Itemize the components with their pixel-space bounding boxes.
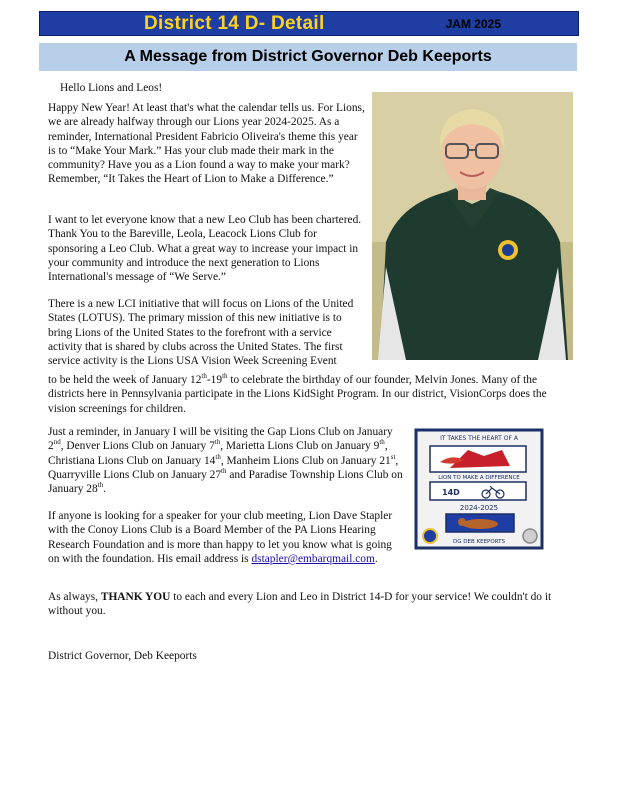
emblem-district: 14D: [442, 488, 460, 497]
paragraph-leo-club: I want to let everyone know that a new Leo Club has been chartered. Thank You to the Bareville, Leola, Leacock Lions Club for sponsoring a Leo Club. What a great way to increase your impact in your community and introduce the next generation to Lions International's message of “We Serve.”: [48, 214, 362, 284]
paragraph-club-visits: Just a reminder, in January I will be visiting the Gap Lions Club on January 2nd, Denver Lions Club on January 7th, Marietta Lions Club on January 9th, Christiana Lions Club on January 14th, Manheim Lions Club on January 21st, Quarryville Lions Club on January 27th and Paradise Township Lions Club on January 28th.: [48, 426, 403, 496]
emblem-bottom-text: DG DEB KEEPORTS: [453, 539, 505, 545]
paragraph-thank-you: As always, THANK YOU to each and every Lion and Leo in District 14-D for your service! We couldn't do it without you.: [48, 591, 552, 618]
governor-photo: [372, 92, 573, 360]
article-title: A Message from District Governor Deb Keeports: [124, 48, 492, 65]
article-header: [39, 43, 577, 71]
newsletter-title: District 14 D- Detail: [144, 13, 325, 34]
emblem-top-text: IT TAKES THE HEART OF A: [440, 435, 518, 442]
greeting: Hello Lions and Leos!: [60, 82, 163, 94]
paragraph-new-year: Happy New Year! At least that's what the calendar tells us. For Lions, we are already halfway through our Lions year 2024-2025. As a reminder, International President Fabricio Oliveira's theme this year is to “Make Your Mark.” Has your club made their mark in the community? Have you as a Lion found a way to make your mark? Remember, “It Takes the Heart of Lion to Make a Difference.”: [48, 102, 365, 186]
emblem-middle-text: LION TO MAKE A DIFFERENCE: [438, 475, 520, 481]
signature: District Governor, Deb Keeports: [48, 650, 197, 662]
paragraph-speaker: If anyone is looking for a speaker for your club meeting, Lion Dave Stapler with the Conoy Lions Club is a Board Member of the PA Lions Hearing Research Foundation and is more than happy to let you know what is going on with the foundation. His email address is dstapler@embarqmail.com.: [48, 510, 393, 565]
paragraph-lotus-a: There is a new LCI initiative that will focus on Lions of the United States (LOTUS). The primary mission of this new initiative is to bring Lions of the United States to the forefront with a service activity that is shared by clubs across the United States. The first service activity is the Lions USA Vision Week Screening Event: [48, 298, 354, 368]
emblem-years: 2024-2025: [459, 504, 499, 512]
issue-label: JAM 2025: [445, 17, 501, 31]
paragraph-lotus-b: to be held the week of January 12th-19th to celebrate the birthday of our founder, Melvin Jones. Many of the districts here in Pennsylvania participate in the Lions KidSight Program. In our district, VisionCorps does the vision screenings for children.: [48, 372, 547, 415]
email-link[interactable]: dstapler@embarqmail.com: [251, 552, 375, 565]
masthead-banner: [39, 11, 579, 36]
district-pin-emblem: [406, 426, 554, 554]
portrait-image: [372, 92, 573, 360]
